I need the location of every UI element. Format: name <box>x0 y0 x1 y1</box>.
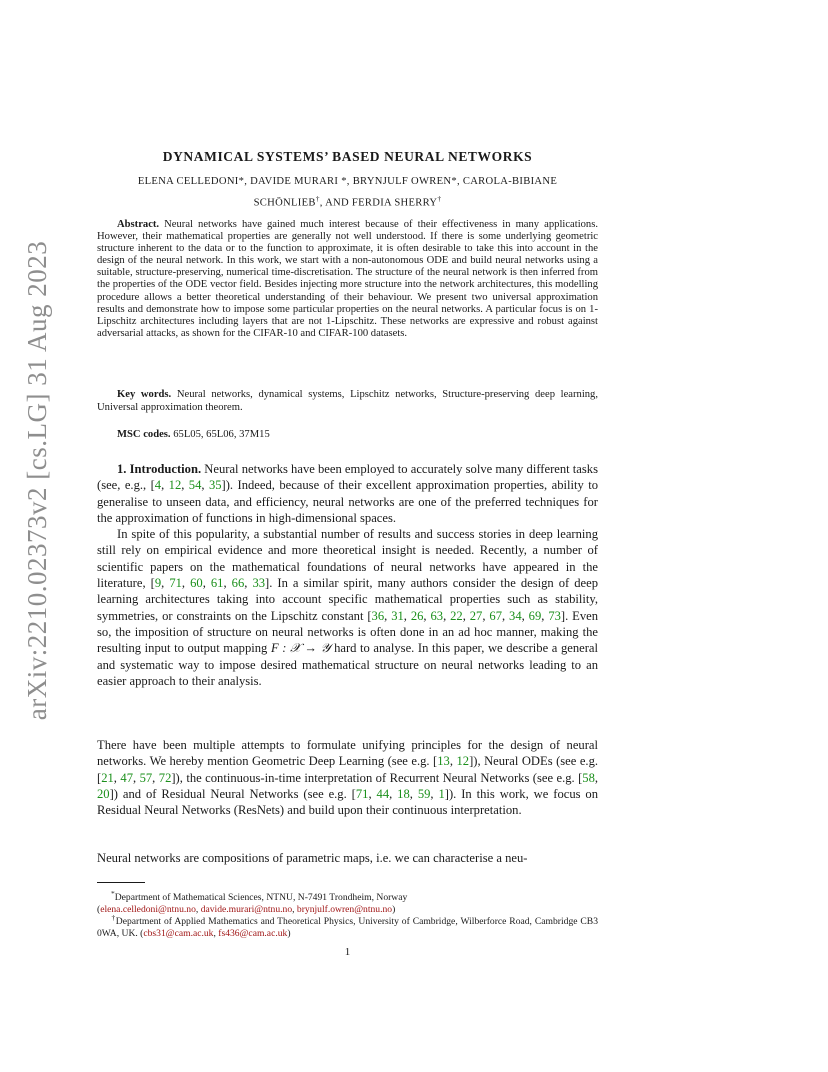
citation-link[interactable]: 13 <box>437 754 450 769</box>
author-line-2: SCHÖNLIEB†, AND FERDIA SHERRY† <box>253 194 442 209</box>
abstract <box>97 219 598 340</box>
citation-link[interactable]: 54 <box>188 478 202 493</box>
citation-link[interactable]: 33 <box>252 576 266 591</box>
footnote-rule <box>97 882 145 883</box>
citation-link[interactable]: 63 <box>430 608 444 623</box>
citation-link[interactable]: 31 <box>391 608 404 623</box>
citation-link[interactable]: 71 <box>169 576 182 591</box>
citation-link[interactable]: 1 <box>438 786 445 801</box>
page-number: 1 <box>344 946 351 958</box>
citation-link[interactable]: 9 <box>154 576 162 591</box>
citation-link[interactable]: 12 <box>168 478 182 493</box>
citation-link[interactable]: 36 <box>371 608 385 623</box>
citation-link[interactable]: 27 <box>469 608 483 623</box>
keywords-label: Key words. <box>117 389 172 400</box>
intro-paragraph-4: Neural networks are compositions of parametric maps, i.e. we can characterise a neu- <box>97 851 528 865</box>
paper-title: DYNAMICAL SYSTEMS’ BASED NEURAL NETWORKS <box>162 149 533 164</box>
citation-link[interactable]: 26 <box>410 608 424 623</box>
math-mapping: F : 𝒳 → 𝒴 <box>270 641 331 656</box>
citation-link[interactable]: 44 <box>376 786 390 801</box>
intro-paragraph-3: There have been multiple attempts to formulate unifying principles for the design of neural networks. We hereby mention Geometric Deep Learning (see e.g. [13, 12]), Neural ODEs (see e.g. [21, 47, 57, 72]), the continuous-in-time interpretation of Recurrent Neural Networks (see e.g. [58, 20]) and of Residual Neural Networks (see e.g. [71, 44, 18, 59, 1]). In this work, we focus on Residual Neural Networks (ResNets) and build upon their continuous interpretation. <box>97 738 599 818</box>
intro-paragraph-1: 1. Introduction. Neural networks have been employed to accurately solve many different tasks (see, e.g., [4, 12, 54, 35]). Indeed, because of their excellent approximation properties, ability to generalise to unseen data, and efficiency, neural networks are one of the preferred techniques for the approximation of functions in high-dimensional spaces. <box>97 462 599 525</box>
email-link[interactable]: elena.celledoni@ntnu.no <box>100 904 196 916</box>
citation-link[interactable]: 34 <box>509 608 522 623</box>
citation-link[interactable]: 21 <box>101 770 114 785</box>
citation-link[interactable]: 12 <box>456 754 470 769</box>
footnote-1: *Department of Mathematical Sciences, NTNU, N-7491 Trondheim, Norway (elena.celledoni@ntnu.no, davide.murari@ntnu.no, brynjulf.owren@ntnu.no) <box>97 889 408 916</box>
citation-link[interactable]: 47 <box>120 770 133 785</box>
citation-link[interactable]: 57 <box>139 770 153 785</box>
msc-codes <box>97 428 598 441</box>
citation-link[interactable]: 35 <box>208 478 222 493</box>
intro-paragraph-2: In spite of this popularity, a substantial number of results and success stories in deep learning still rely on empirical evidence and more theoretical insight is needed. Recently, a number of scientific papers on the mathematical foundations of neural networks have appeared in the literature, [9, 71, 60, 61, 66, 33]. In a similar spirit, many authors consider the design of deep learning architectures taking into account specific mathematical properties such as stability, symmetries, or constraints on the Lipschitz constant [36, 31, 26, 63, 22, 27, 67, 34, 69, 73]. Even so, the imposition of structure on neural networks is often done in an ad hoc manner, making the resulting input to output mapping F : 𝒳 → 𝒴 hard to analyse. In this paper, we describe a general and systematic way to impose desired mathematical structure on neural networks leading to an easier approach to their analysis. <box>97 527 599 688</box>
section-number: 1. <box>117 462 127 476</box>
citation-link[interactable]: 60 <box>190 576 203 591</box>
section-heading: Introduction. <box>129 462 202 476</box>
keywords-text: Neural networks, dynamical systems, Lipschitz networks, Structure-preserving deep learning, Universal approximation theorem. <box>97 389 598 413</box>
citation-link[interactable]: 58 <box>582 770 595 785</box>
author-list <box>97 173 598 212</box>
footnote-2: †Department of Applied Mathematics and Theoretical Physics, University of Cambridge, Wilberforce Road, Cambridge CB3 0WA, UK. (cbs31@cam.ac.uk, fs436@cam.ac.uk) <box>97 913 598 940</box>
citation-link[interactable]: 72 <box>158 770 172 785</box>
citation-link[interactable]: 69 <box>528 608 542 623</box>
author-line-1: ELENA CELLEDONI*, DAVIDE MURARI *, BRYNJULF OWREN*, CAROLA-BIBIANE <box>137 176 558 187</box>
email-link[interactable]: fs436@cam.ac.uk <box>218 928 288 940</box>
citation-link[interactable]: 59 <box>417 786 431 801</box>
citation-link[interactable]: 61 <box>210 576 224 591</box>
arxiv-stamp-text: arXiv:2210.02373v2 [cs.LG] 31 Aug 2023 <box>22 240 53 720</box>
email-link[interactable]: cbs31@cam.ac.uk <box>143 928 214 940</box>
citation-link[interactable]: 67 <box>489 608 502 623</box>
citation-link[interactable]: 22 <box>450 608 463 623</box>
citation-link[interactable]: 4 <box>154 478 162 493</box>
msc-text: 65L05, 65L06, 37M15 <box>173 429 270 440</box>
citation-link[interactable]: 18 <box>397 786 410 801</box>
email-link[interactable]: brynjulf.owren@ntnu.no <box>296 904 393 916</box>
keywords <box>97 388 598 414</box>
email-link[interactable]: davide.murari@ntnu.no <box>200 904 293 916</box>
abstract-text: Neural networks have gained much interest because of their effectiveness in many applications. However, their mathematical properties are generally not well understood. If there is some underlying geometric structure inherent to the data or to the function to approximate, it is often desirable to take this into account in the design of the neural network. In this work, we start with a non-autonomous ODE and build neural networks using a suitable, structure-preserving, numerical time-discretisation. The structure of the neural network is then inferred from the properties of the ODE vector field. Besides injecting more structure into the network architectures, this modelling procedure allows a better theoretical understanding of their behaviour. We present two universal approximation results and demonstrate how to impose some particular properties on the neural networks. A particular focus is on 1-Lipschitz architectures including layers that are not 1-Lipschitz. These networks are expressive and robust against adversarial attacks, as shown for the CIFAR-10 and CIFAR-100 datasets. <box>97 219 599 339</box>
citation-link[interactable]: 20 <box>97 786 110 801</box>
abstract-label: Abstract. <box>117 219 160 230</box>
citation-link[interactable]: 66 <box>231 576 245 591</box>
intro-section <box>97 461 598 689</box>
citation-link[interactable]: 71 <box>355 786 369 801</box>
arxiv-stamp <box>18 240 58 720</box>
msc-label: MSC codes. <box>117 429 171 440</box>
citation-link[interactable]: 73 <box>548 608 561 623</box>
